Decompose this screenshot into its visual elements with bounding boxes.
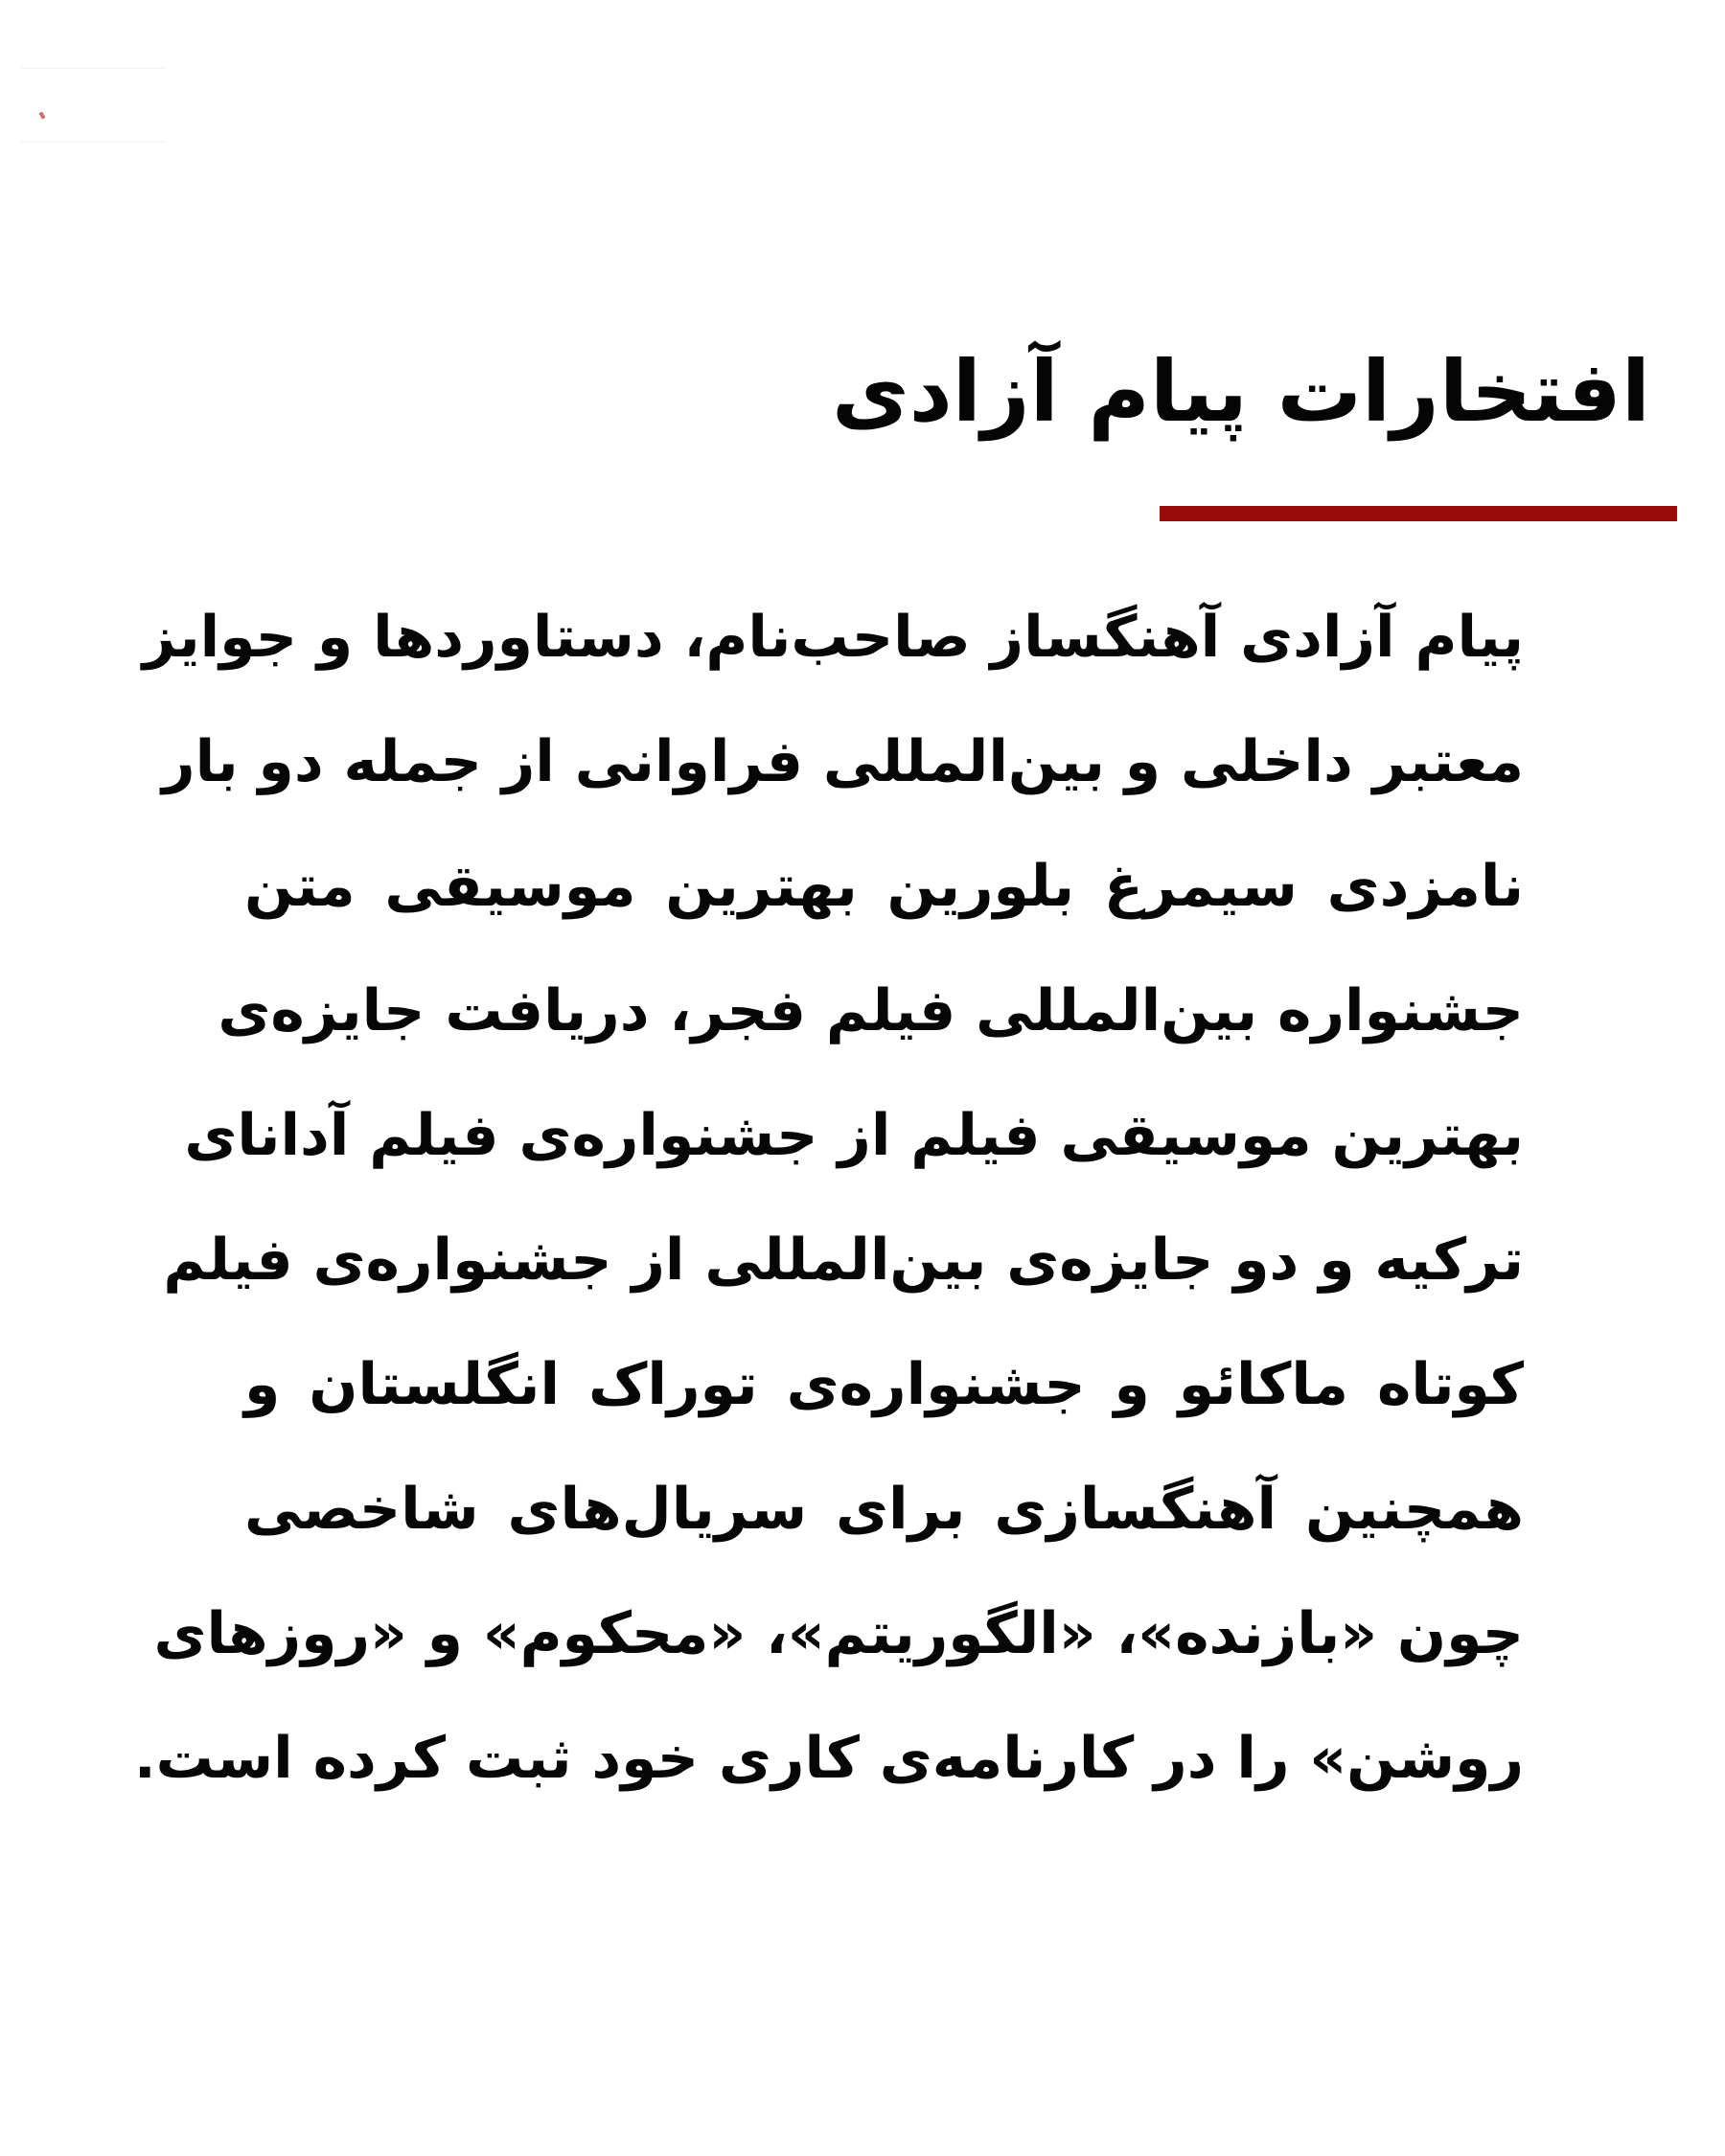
article-line-10: روشن» را در کارنامه‌ی کاری خود ثبت کرده است.	[133, 1725, 1524, 1792]
title-underline-divider	[1160, 506, 1677, 521]
article-line-4: جشنواره بین‌المللی فیلم فجر، دریافت جایزه‌ی	[218, 977, 1524, 1044]
article-line-2: معتبر داخلی و بین‌المللی فراوانی از جمله دو بار	[162, 728, 1524, 795]
article-body	[133, 575, 1524, 1821]
page-title: افتخارات پیام آزادی	[831, 342, 1650, 441]
article-line-5: بهترین موسیقی فیلم از جشنواره‌ی فیلم آدانای	[184, 1102, 1524, 1169]
article-line-7: کوتاه ماکائو و جشنواره‌ی توراک انگلستان و	[244, 1351, 1524, 1418]
watermark-logo	[21, 67, 165, 143]
article-line-8: همچنین آهنگسازی برای سریال‌های شاخصی	[244, 1476, 1524, 1543]
article-line-9: چون «بازنده»، «الگوریتم»، «محکوم» و «روزهای	[153, 1600, 1524, 1667]
article-line-3: نامزدی سیمرغ بلورین بهترین موسیقی متن	[244, 853, 1524, 920]
article-line-6: ترکیه و دو جایزه‌ی بین‌المللی از جشنواره‌ی فیلم	[163, 1227, 1524, 1294]
article-line-1: پیام آزادی آهنگساز صاحب‌نام، دستاوردها و جوایز	[142, 604, 1524, 671]
